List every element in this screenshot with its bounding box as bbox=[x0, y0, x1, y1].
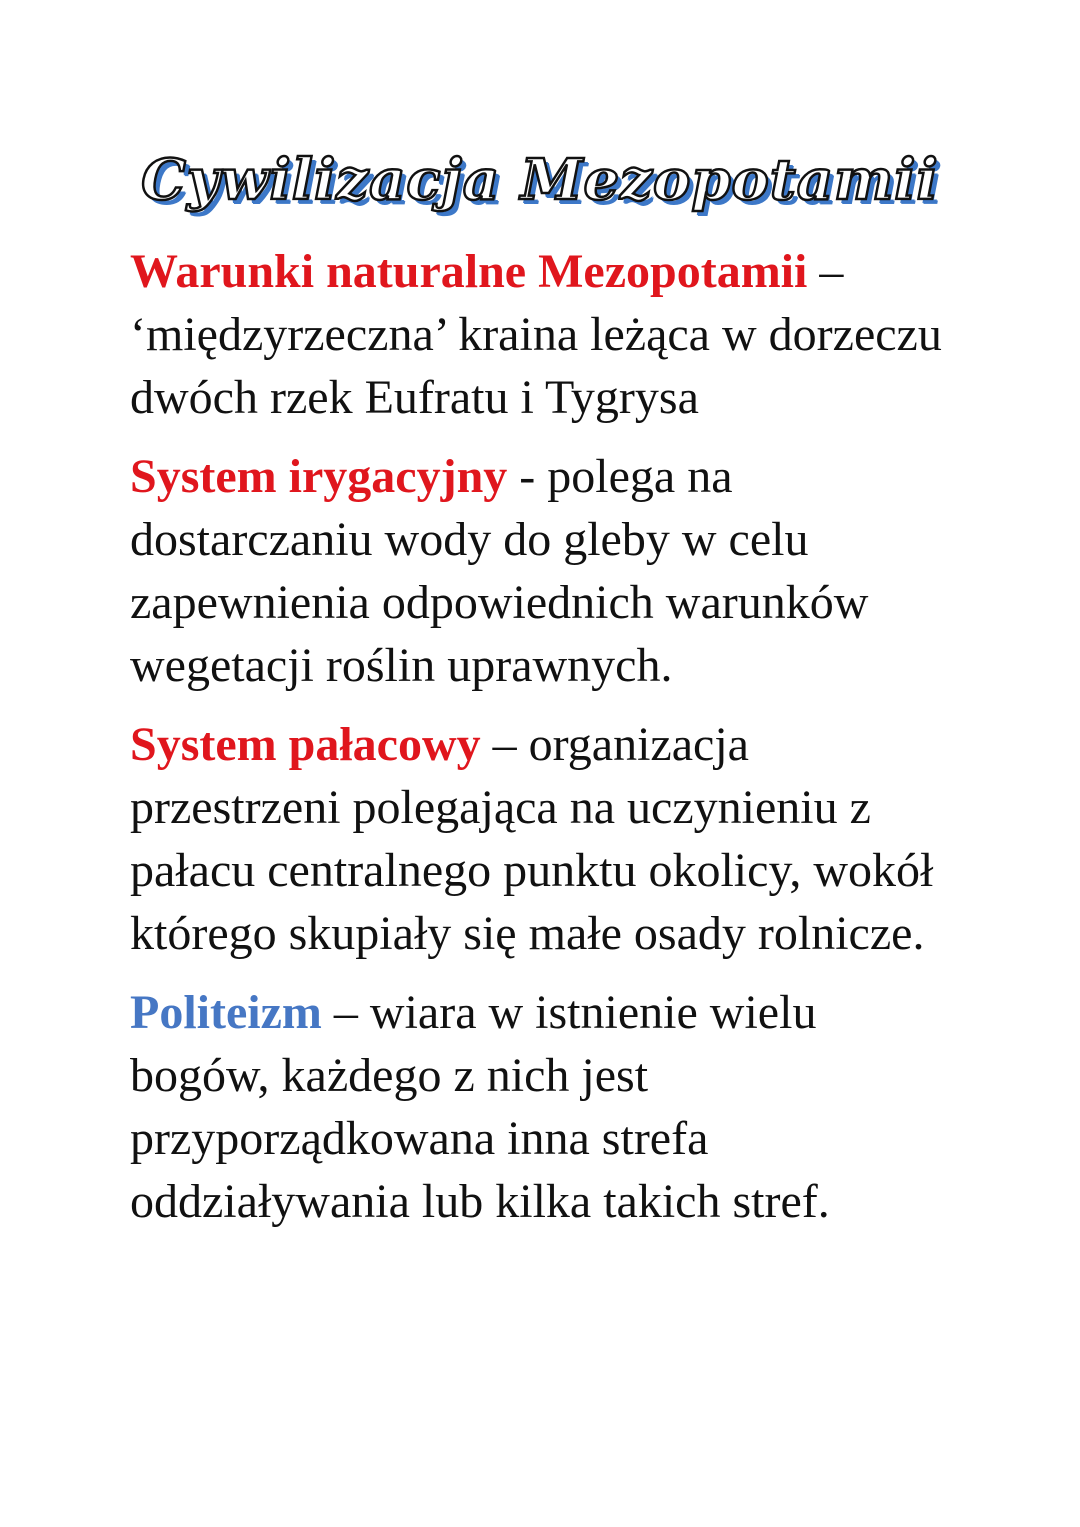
separator: - bbox=[507, 450, 548, 503]
separator: – bbox=[321, 986, 370, 1039]
definition-entry-natural-conditions bbox=[130, 240, 960, 429]
term-palace-system: System pałacowy bbox=[130, 718, 481, 771]
definition-text: organizacja przestrzeni polegająca na uczynieniu z pałacu centralnego punktu okolicy, wokół którego skupiały się małe osady rolnicze. bbox=[130, 718, 934, 960]
separator: – bbox=[480, 718, 529, 771]
definition-entry-palace-system bbox=[130, 713, 960, 965]
page-title: Cywilizacja Mezopotamii bbox=[141, 147, 939, 213]
term-polytheism: Politeizm bbox=[130, 986, 322, 1039]
term-irrigation-system: System irygacyjny bbox=[130, 450, 508, 503]
definition-entry-polytheism bbox=[130, 981, 960, 1233]
definition-entry-irrigation-system bbox=[130, 445, 960, 697]
definition-text: polega na dostarczaniu wody do gleby w celu zapewnienia odpowiednich warunków wegetacji roślin uprawnych. bbox=[130, 450, 869, 692]
separator: – bbox=[807, 245, 844, 298]
definitions-list bbox=[130, 240, 960, 1249]
term-natural-conditions: Warunki naturalne Mezopotamii bbox=[130, 245, 808, 298]
definition-text: ‘międzyrzeczna’ kraina leżąca w dorzeczu dwóch rzek Eufratu i Tygrysa bbox=[130, 308, 942, 424]
definition-text: wiara w istnienie wielu bogów, każdego z nich jest przyporządkowana inna strefa oddziaływania lub kilka takich stref. bbox=[130, 986, 830, 1228]
